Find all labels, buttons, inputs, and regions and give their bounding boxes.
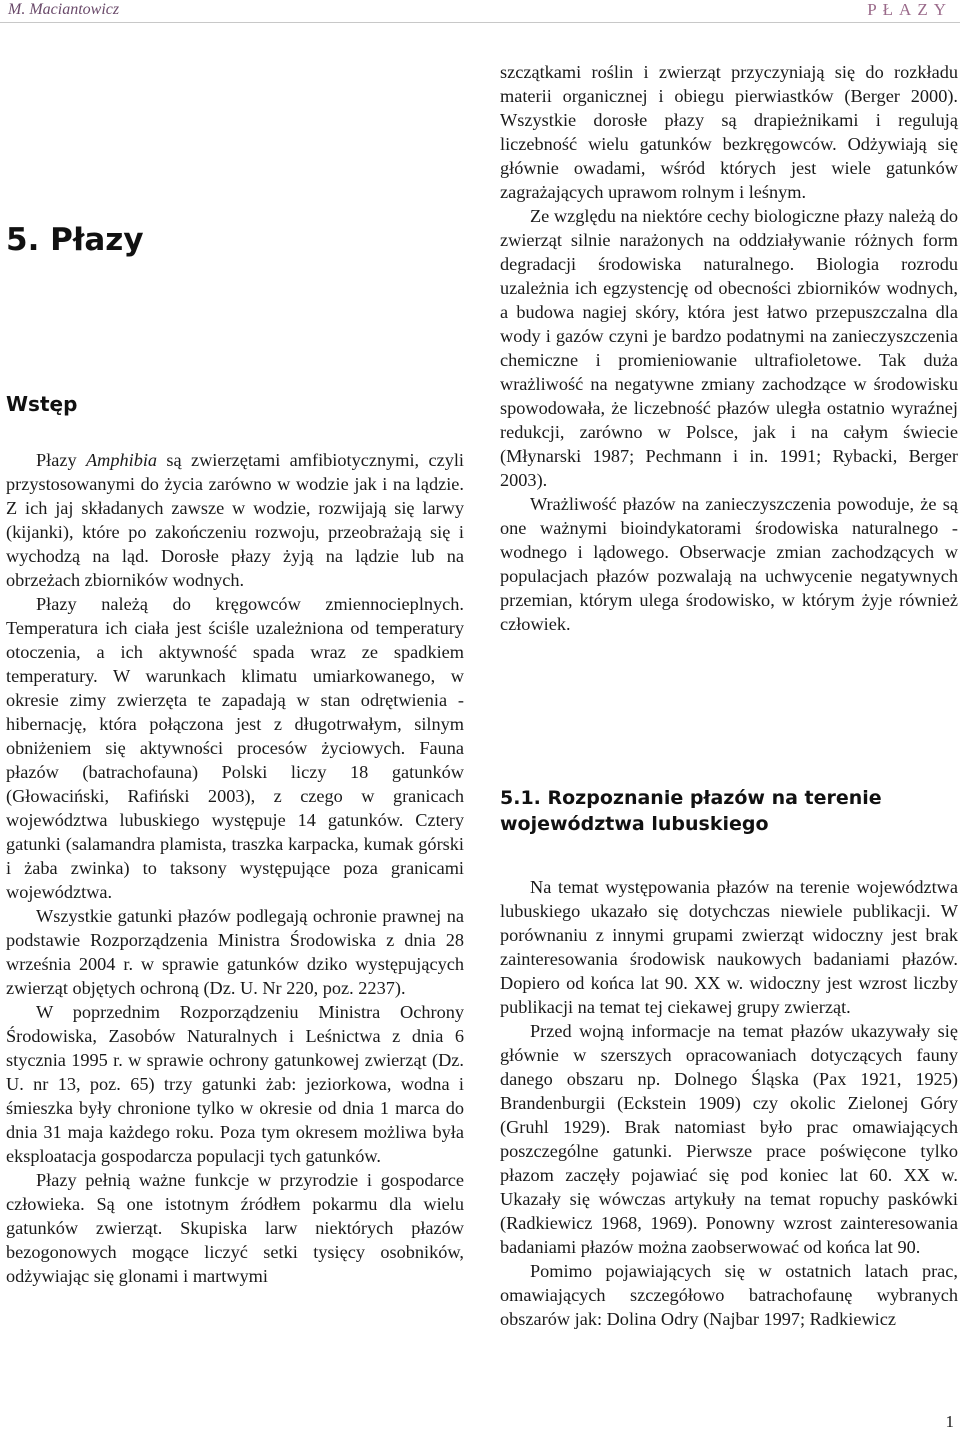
section-heading: 5.1. Rozpoznanie płazów na terenie województwa lubuskiego — [500, 787, 882, 835]
paragraph: Wszystkie gatunki płazów podlegają ochronie prawnej na podstawie Rozporządzenia Ministra Środowiska z dnia 28 września 2004 r. w sprawie gatunków dziko występujących zwierząt objętych ochroną (Dz. U. Nr 220, poz. 2237). — [6, 906, 464, 998]
chapter-title: 5. Płazy — [6, 222, 144, 258]
paragraph: Wrażliwość płazów na zanieczyszczenia powoduje, że są one ważnymi bioindykatorami środowiska naturalnego - wodnego i lądowego. Obserwacje zmian zachodzących w populacjach płazów pozwalają na uchwycenie negatywnych przemian, którym ulega środowisko, w którym żyje również człowiek. — [500, 494, 958, 634]
latin-name: Amphibia — [85, 450, 158, 470]
header-author: M. Maciantowicz — [8, 1, 120, 18]
left-column — [6, 448, 464, 1288]
paragraph: Płazy pełnią ważne funkcje w przyrodzie i gospodarce człowieka. Są one istotnym źródłem pokarmu dla wielu gatunków zwierząt. Skupiska larw niektórych płazów bezogonowych mogące liczyć setki tysięcy osobników, odżywiając się glonami i martwymi — [6, 1170, 464, 1286]
page-number: 1 — [945, 1412, 954, 1431]
right-column-bottom — [500, 875, 958, 1331]
paragraph: W poprzednim Rozporządzeniu Ministra Ochrony Środowiska, Zasobów Naturalnych i Leśnictwa z dnia 6 stycznia 1995 r. w sprawie ochrony gatunkowej zwierząt (Dz. U. nr 13, poz. 65) trzy gatunki żab: jeziorkowa, wodna i śmieszka były chronione tylko w okresie od dnia 1 marca do dnia 31 maja każdego roku. Poza tym okresem możliwa była eksploatacja gospodarcza populacji tych gatunków. — [6, 1002, 464, 1166]
paragraph-intro: Płazy Amphibia są zwierzętami amfibiotycznymi, czyli przystosowanymi do życia zarówno w wodzie jak i na lądzie. Z ich jaj składanych zawsze w wodzie, rozwijają się larwy (kijanki), które po zakończeniu rozwoju, przeobrażają się i wychodzą na ląd. Dorosłe płazy żyją na lądzie lub na obrzeżach zbiorników wodnych. — [6, 450, 464, 590]
paragraph: Pomimo pojawiających się w ostatnich latach prac, omawiających szczegółowo batrachofaunę wybranych obszarów jak: Dolina Odry (Najbar 1997; Radkiewicz — [500, 1261, 958, 1329]
paragraph: Płazy należą do kręgowców zmiennocieplnych. Temperatura ich ciała jest ściśle uzależniona od temperatury otoczenia, a ich aktywność spada wraz ze spadkiem temperatury. W warunkach klimatu umiarkowanego, w okresie zimy zwierzęta te zapadają w stan odrętwienia - hibernację, która połączona jest z długotrwałym, silnym obniżeniem się aktywności procesów życiowych. Fauna płazów (batrachofauna) Polski liczy 18 gatunków (Głowaciński, Rafiński 2003), z czego w granicach województwa lubuskiego występuje 14 gatunków. Cztery gatunki (salamandra plamista, traszka karpacka, kumak górski i żaba zwinka) to taksony występujące poza granicami województwa. — [6, 594, 464, 902]
paragraph: szczątkami roślin i zwierząt przyczyniają się do rozkładu materii organicznej i obiegu pierwiastków (Berger 2000). Wszystkie dorosłe płazy są drapieżnikami i regulują liczebność wielu gatunków bezkręgowców. Odżywiają się głównie owadami, wśród których jest wiele gatunków zagrażających uprawom rolnym i leśnym. — [500, 62, 958, 202]
paragraph: Ze względu na niektóre cechy biologiczne płazy należą do zwierząt silnie narażonych na oddziaływanie różnych form degradacji środowiska naturalnego. Biologia rozrodu uzależnia ich egzystencję od obecności zbiorników wodnych, a budowa nagiej skóry, która jest łatwo przepuszczalna dla wody i gazów czyni je bardzo podatnymi na zanieczyszczenia chemiczne i promieniowanie ultrafioletowe. Tak duża wrażliwość na negatywne zmiany zachodzące w środowisku spowodowała, że liczebność płazów uległa ostatnio wyraźnej redukcji, zarówno w Polsce, jak i na całym świecie (Młynarski 1987; Pechmann i in. 1991; Rybacki, Berger 2003). — [500, 206, 958, 490]
right-column-top — [500, 60, 958, 636]
running-header — [0, 0, 960, 23]
intro-heading: Wstęp — [6, 392, 78, 416]
header-section-title: PŁAZY — [867, 0, 952, 19]
paragraph: Przed wojną informacje na temat płazów ukazywały się głównie w szerszych opracowaniach dotyczących fauny danego obszaru np. Dolnego Śląska (Pax 1921, 1925) Brandenburgii (Eckstein 1909) czy okolic Zielonej Góry (Gruhl 1929). Brak natomiast było prac omawiających poszczególne gatunki. Pierwsze prace poświęcone tylko płazom zaczęły pojawiać się pod koniec lat 60. XX w. Ukazały się wówczas artykuły na temat ropuchy paskówki (Radkiewicz 1968, 1969). Ponowny wzrost zainteresowania badaniami płazów można zaobserwować od końca lat 90. — [500, 1021, 958, 1257]
paragraph: Na temat występowania płazów na terenie województwa lubuskiego ukazało się dotychczas niewiele publikacji. W porównaniu z innymi grupami zwierząt widoczny jest brak zainteresowania środowisk naukowych badaniami płazów. Dopiero od końca lat 90. XX w. widoczny jest wzrost liczby publikacji na temat tej ciekawej grupy zwierząt. — [500, 877, 958, 1017]
